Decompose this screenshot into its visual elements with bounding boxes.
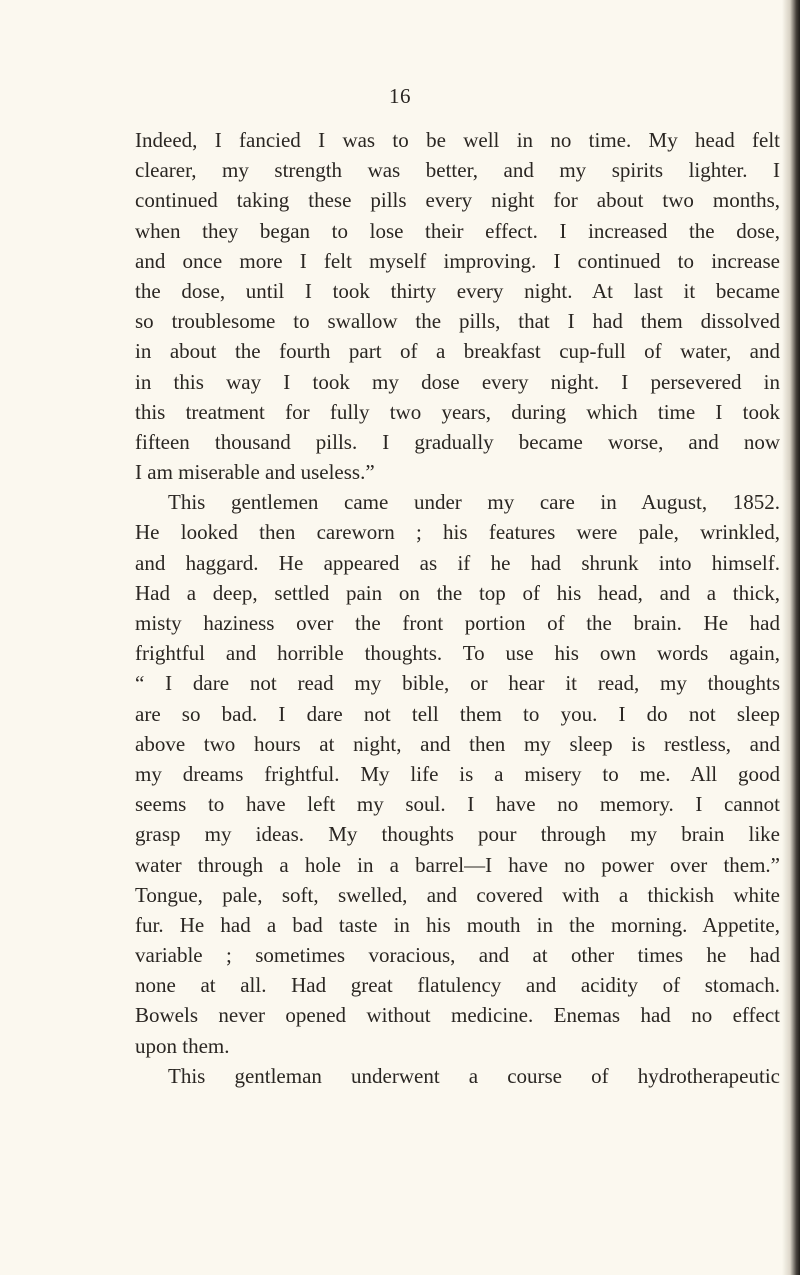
- text-line: the dose, until I took thirty every night. At last it became: [135, 278, 780, 303]
- text-line: this treatment for fully two years, during which time I took: [135, 399, 780, 424]
- text-line: grasp my ideas. My thoughts pour through my brain like: [135, 822, 780, 847]
- page-edge-shadow: [782, 0, 800, 1275]
- text-line: This gentleman underwent a course of hydrotherapeutic: [168, 1063, 780, 1088]
- text-line: fifteen thousand pills. I gradually became worse, and now: [135, 429, 780, 454]
- text-line: and once more I felt myself improving. I continued to increase: [135, 248, 780, 273]
- text-line: in about the fourth part of a breakfast cup-full of water, and: [135, 339, 780, 364]
- text-line: so troublesome to swallow the pills, that I had them dissolved: [135, 309, 780, 334]
- text-line: Tongue, pale, soft, swelled, and covered with a thickish white: [135, 882, 780, 907]
- text-line: when they began to lose their effect. I increased the dose,: [135, 218, 780, 243]
- text-line: upon them.: [135, 1033, 230, 1058]
- text-line: none at all. Had great flatulency and acidity of stomach.: [135, 973, 780, 998]
- text-line: above two hours at night, and then my sleep is restless, and: [135, 731, 780, 756]
- text-line: misty haziness over the front portion of the brain. He had: [135, 611, 780, 635]
- text-line: He looked then careworn ; his features were pale, wrinkled,: [135, 520, 780, 545]
- text-line: “ I dare not read my bible, or hear it read, my thoughts: [135, 671, 780, 696]
- text-line: I am miserable and useless.”: [135, 460, 375, 485]
- text-line: frightful and horrible thoughts. To use his own words again,: [135, 641, 780, 666]
- text-line: This gentlemen came under my care in August, 1852.: [168, 490, 780, 515]
- text-line: seems to have left my soul. I have no memory. I cannot: [135, 792, 780, 817]
- text-line: clearer, my strength was better, and my spirits lighter. I: [135, 158, 780, 183]
- text-line: Indeed, I fancied I was to be well in no time. My head felt: [135, 128, 780, 152]
- text-line: continued taking these pills every night for about two months,: [135, 188, 780, 213]
- text-line: my dreams frightful. My life is a misery to me. All good: [135, 761, 780, 786]
- body-text: [135, 125, 780, 1091]
- text-line: Bowels never opened without medicine. Enemas had no effect: [135, 1003, 780, 1028]
- text-line: water through a hole in a barrel—I have no power over them.”: [135, 852, 780, 877]
- text-line: in this way I took my dose every night. I persevered in: [135, 369, 780, 394]
- text-line: and haggard. He appeared as if he had shrunk into himself.: [135, 550, 780, 575]
- page-number: 16: [389, 84, 411, 108]
- text-line: are so bad. I dare not tell them to you. I do not sleep: [135, 701, 780, 726]
- text-line: Had a deep, settled pain on the top of his head, and a thick,: [135, 580, 780, 605]
- text-line: variable ; sometimes voracious, and at other times he had: [135, 943, 780, 968]
- text-line: fur. He had a bad taste in his mouth in the morning. Appetite,: [135, 912, 780, 937]
